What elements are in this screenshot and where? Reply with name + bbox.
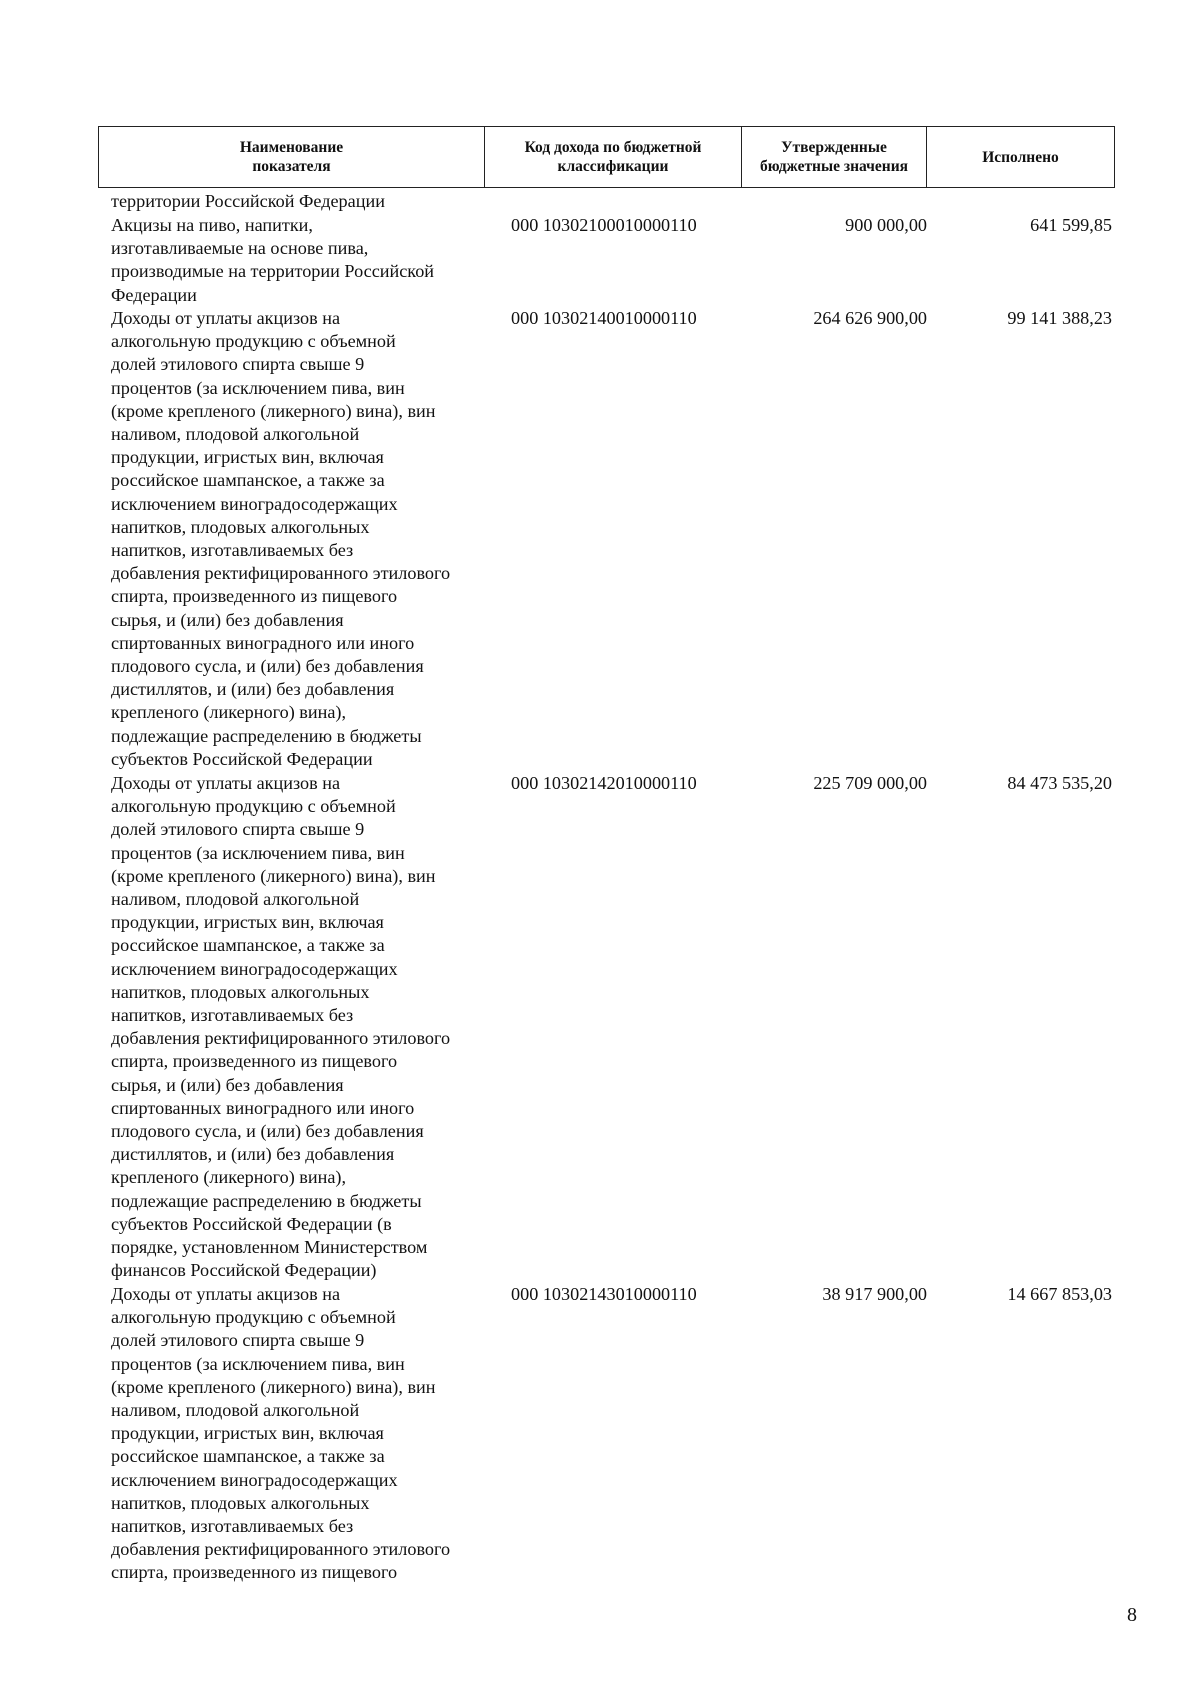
row-approved: 900 000,00 xyxy=(845,215,927,235)
table-header xyxy=(98,126,1115,188)
row-executed: 641 599,85 xyxy=(1030,215,1112,235)
header-executed: Исполнено xyxy=(982,148,1059,166)
row-code: 000 10302142010000110 xyxy=(511,773,697,793)
row-name: территории Российской Федерации xyxy=(111,191,385,211)
row-name: Акцизы на пиво, напитки, изготавливаемые на основе пива, производимые на территории Российской Федерации xyxy=(111,215,435,305)
row-approved: 225 709 000,00 xyxy=(813,773,927,793)
row-code: 000 10302140010000110 xyxy=(511,308,697,328)
header-code: Код дохода по бюджетной классификации xyxy=(485,127,742,187)
row-approved: 38 917 900,00 xyxy=(822,1284,927,1304)
row-name: Доходы от уплаты акцизов на алкогольную продукцию с объемной долей этилового спирта свыше 9 процентов (за исключением пива, вин (кроме крепленого (ликерного) вина), вин наливом, плодовой алкогольной продукции, игристых вин, включая российское шампанское, а также за исключением виноградосодержащих напитков, плодовых алкогольных напитков, изготавливаемых без добавления ректифицированного этилового спирта, произведенного из пищевого xyxy=(111,1284,451,1583)
row-approved: 264 626 900,00 xyxy=(813,308,927,328)
row-code: 000 10302100010000110 xyxy=(511,215,697,235)
header-name: Наименование показателя xyxy=(99,127,485,187)
row-name: Доходы от уплаты акцизов на алкогольную продукцию с объемной долей этилового спирта свыше 9 процентов (за исключением пива, вин (кроме крепленого (ликерного) вина), вин наливом, плодовой алкогольной продукции, игристых вин, включая российское шампанское, а также за исключением виноградосодержащих напитков, плодовых алкогольных напитков, изготавливаемых без добавления ректифицированного этилового спирта, произведенного из пищевого сырья, и (или) без добавления спиртованных виноградного или иного плодового сусла, и (или) без добавления дистиллятов, и (или) без добавления крепленого (ликерного) вина), подлежащие распределению в бюджеты субъектов Российской Федерации (в порядке, установленном Министерством финансов Российской Федерации) xyxy=(111,773,451,1281)
row-executed: 84 473 535,20 xyxy=(1007,773,1112,793)
page-number: 8 xyxy=(1127,1604,1137,1626)
row-name: Доходы от уплаты акцизов на алкогольную продукцию с объемной долей этилового спирта свыше 9 процентов (за исключением пива, вин (кроме крепленого (ликерного) вина), вин наливом, плодовой алкогольной продукции, игристых вин, включая российское шампанское, а также за исключением виноградосодержащих напитков, плодовых алкогольных напитков, изготавливаемых без добавления ректифицированного этилового спирта, произведенного из пищевого сырья, и (или) без добавления спиртованных виноградного или иного плодового сусла, и (или) без добавления дистиллятов, и (или) без добавления крепленого (ликерного) вина), подлежащие распределению в бюджеты субъектов Российской Федерации xyxy=(111,308,451,769)
header-approved: Утвержденные бюджетные значения xyxy=(742,127,927,187)
row-executed: 14 667 853,03 xyxy=(1007,1284,1112,1304)
row-code: 000 10302143010000110 xyxy=(511,1284,697,1304)
row-executed: 99 141 388,23 xyxy=(1007,308,1112,328)
